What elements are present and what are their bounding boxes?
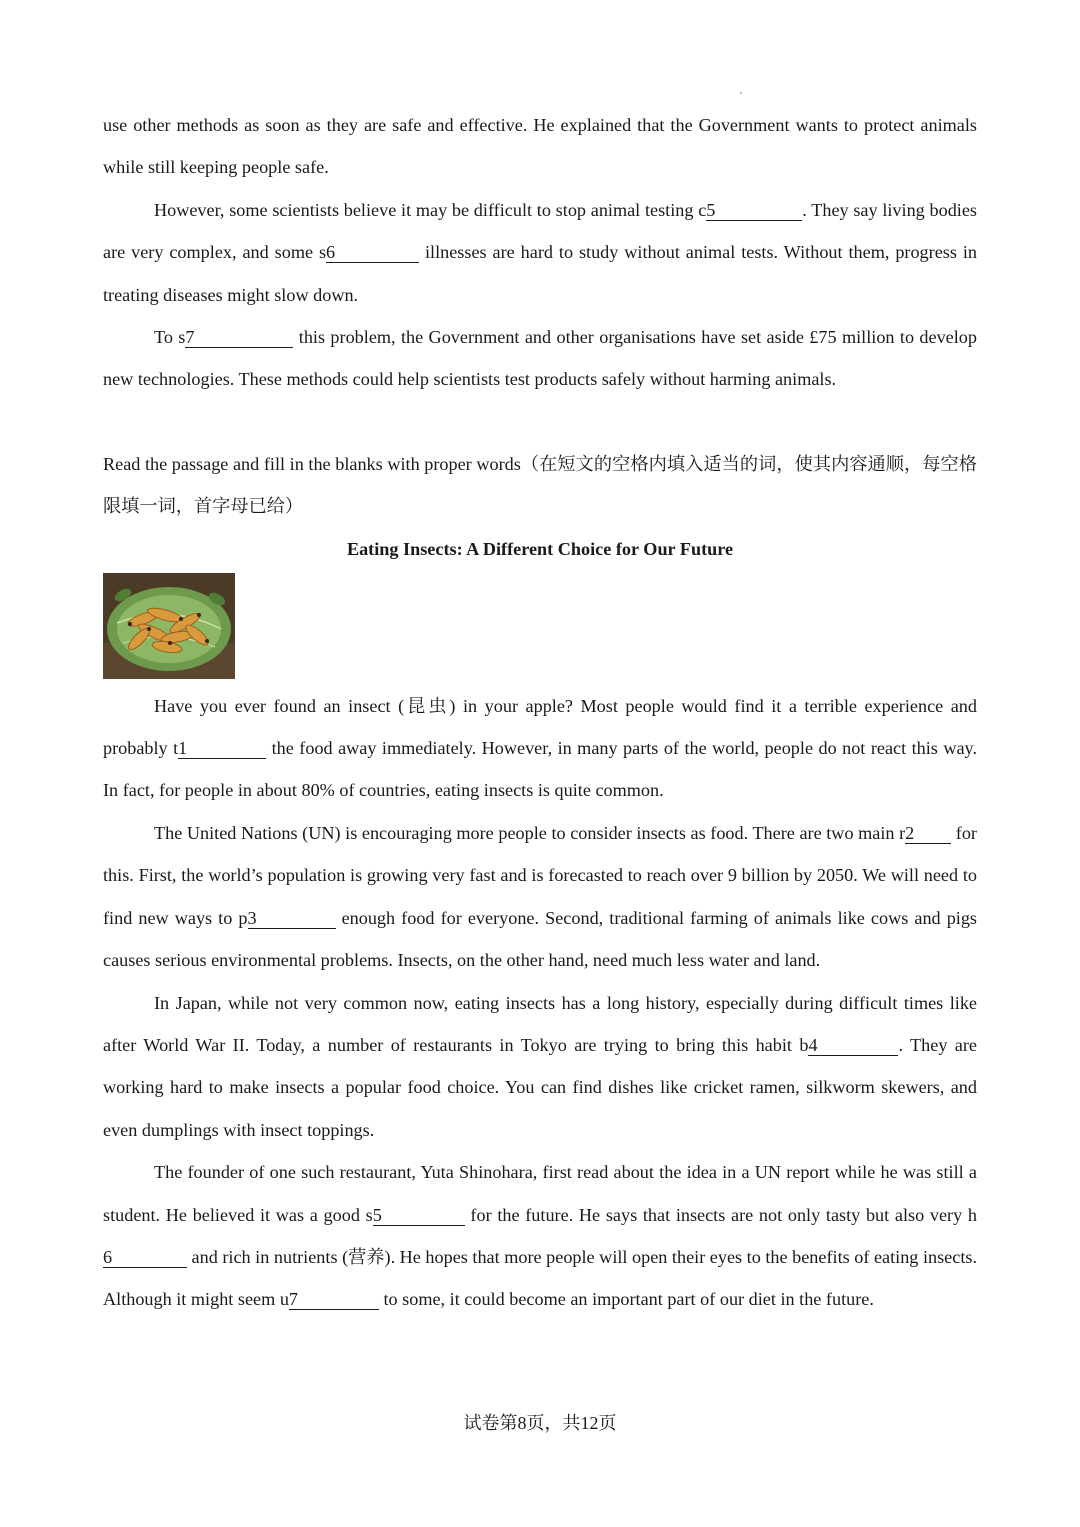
- passage-paragraph-4: The founder of one such restaurant, Yuta Shinohara, first read about the idea in a UN report while he was still a student. He believed it was a good s5 for the future. He says that insects are not only tasty but also very h6 and rich in nutrients (营养). He hopes that more people will open their eyes to the benefits of eating insects. Although it might seem u7 to some, it could become an important part of our diet in the future.: [103, 1162, 977, 1310]
- blank-7[interactable]: 7: [185, 327, 293, 348]
- blank-3[interactable]: 3: [248, 908, 336, 929]
- passage-paragraph-1: Have you ever found an insect (昆虫) in your apple? Most people would find it a terrible experience and probably t1 the food away immediately. However, in many parts of the world, people do not react this way. In fact, for people in about 80% of countries, eating insects is quite common.: [103, 695, 977, 801]
- prev-paragraph-1: use other methods as soon as they are safe and effective. He explained that the Government wants to protect animals while still keeping people safe.: [103, 115, 977, 178]
- fried-insect-larvae-on-leaf-photo: [103, 573, 235, 679]
- passage-paragraph-3: In Japan, while not very common now, eating insects has a long history, especially during difficult times like after World War II. Today, a number of restaurants in Tokyo are trying to bring this habit b4 . They are working hard to make insects a popular food choice. You can find dishes like cricket ramen, silkworm skewers, and even dumplings with insect toppings.: [103, 992, 977, 1140]
- scan-speck: [740, 92, 742, 94]
- blank-6-passage[interactable]: 6: [103, 1247, 187, 1268]
- blank-2[interactable]: 2: [905, 823, 951, 844]
- prev-paragraph-3: To s7 this problem, the Government and other organisations have set aside £75 million to develop new technologies. These methods could help scientists test products safely without harming animals.: [103, 327, 977, 390]
- blank-5-passage[interactable]: 5: [373, 1205, 465, 1226]
- prev-paragraph-2: However, some scientists believe it may be difficult to stop animal testing c5 . They say living bodies are very complex, and some s6 illnesses are hard to study without animal tests. Without them, progress in treating diseases might slow down.: [103, 199, 978, 305]
- section-gap: [103, 401, 977, 443]
- page-footer: 试卷第8页，共12页: [463, 1413, 617, 1433]
- passage-paragraph-2: The United Nations (UN) is encouraging more people to consider insects as food. There are two main r2 for this. First, the world’s population is growing very fast and is forecasted to reach over 9 billion by 2050. We will need to find new ways to p3 enough food for everyone. Second, traditional farming of animals like cows and pigs causes serious environmental problems. Insects, on the other hand, need much less water and land.: [103, 822, 978, 971]
- blank-7-passage[interactable]: 7: [289, 1289, 379, 1310]
- blank-1[interactable]: 1: [178, 738, 266, 759]
- exam-page: [103, 104, 977, 1321]
- instructions: Read the passage and fill in the blanks with proper words（在短文的空格内填入适当的词，使其内容通顺，每空格限填一词，首字母已给）: [103, 453, 977, 517]
- blank-5[interactable]: 5: [706, 200, 802, 221]
- passage-title: Eating Insects: A Different Choice for Our Future: [346, 538, 734, 559]
- blank-6[interactable]: 6: [326, 242, 419, 263]
- blank-4[interactable]: 4: [808, 1035, 898, 1056]
